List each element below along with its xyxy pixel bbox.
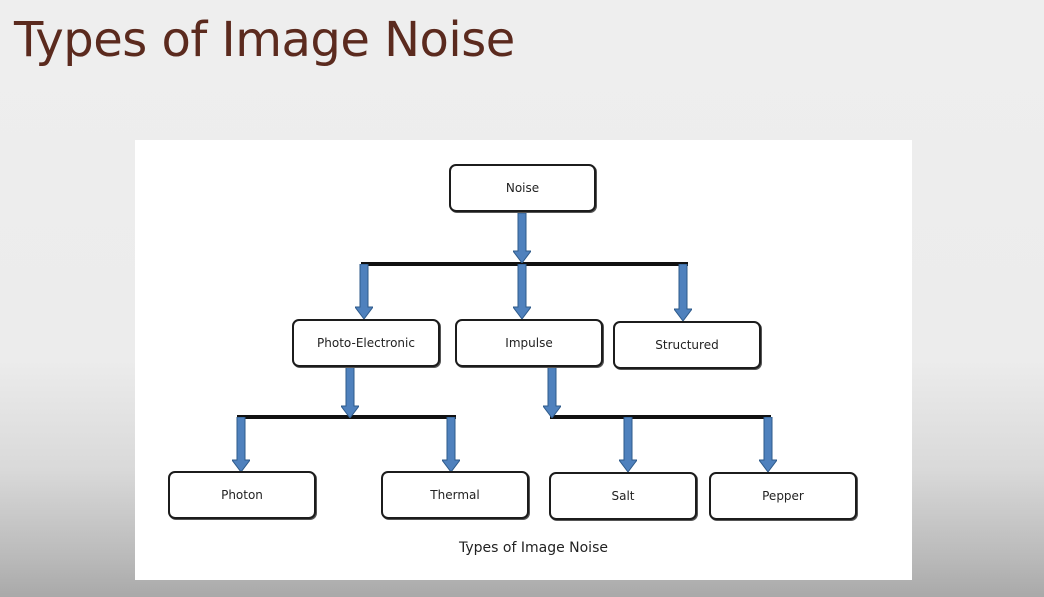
arrow-photo-electronic-down (341, 366, 359, 418)
connector-line-impulse (550, 415, 771, 419)
node-salt: Salt (549, 472, 697, 520)
arrow-to-salt (619, 417, 637, 472)
node-thermal: Thermal (381, 471, 529, 519)
node-photon: Photon (168, 471, 316, 519)
arrow-to-impulse (513, 264, 531, 319)
node-impulse: Impulse (455, 319, 603, 367)
diagram-caption: Types of Image Noise (459, 540, 608, 556)
diagram-panel (135, 140, 912, 580)
node-photo-electronic: Photo-Electronic (292, 319, 440, 367)
slide-title: Types of Image Noise (14, 12, 515, 68)
arrow-root-down (513, 213, 531, 263)
arrow-to-photo-electronic (355, 264, 373, 319)
node-noise: Noise (449, 164, 596, 212)
arrow-to-photon (232, 417, 250, 472)
arrow-to-thermal (442, 417, 460, 472)
node-pepper: Pepper (709, 472, 857, 520)
node-structured: Structured (613, 321, 761, 369)
arrow-to-pepper (759, 417, 777, 472)
arrow-impulse-down (543, 366, 561, 418)
arrow-to-structured (674, 264, 692, 321)
